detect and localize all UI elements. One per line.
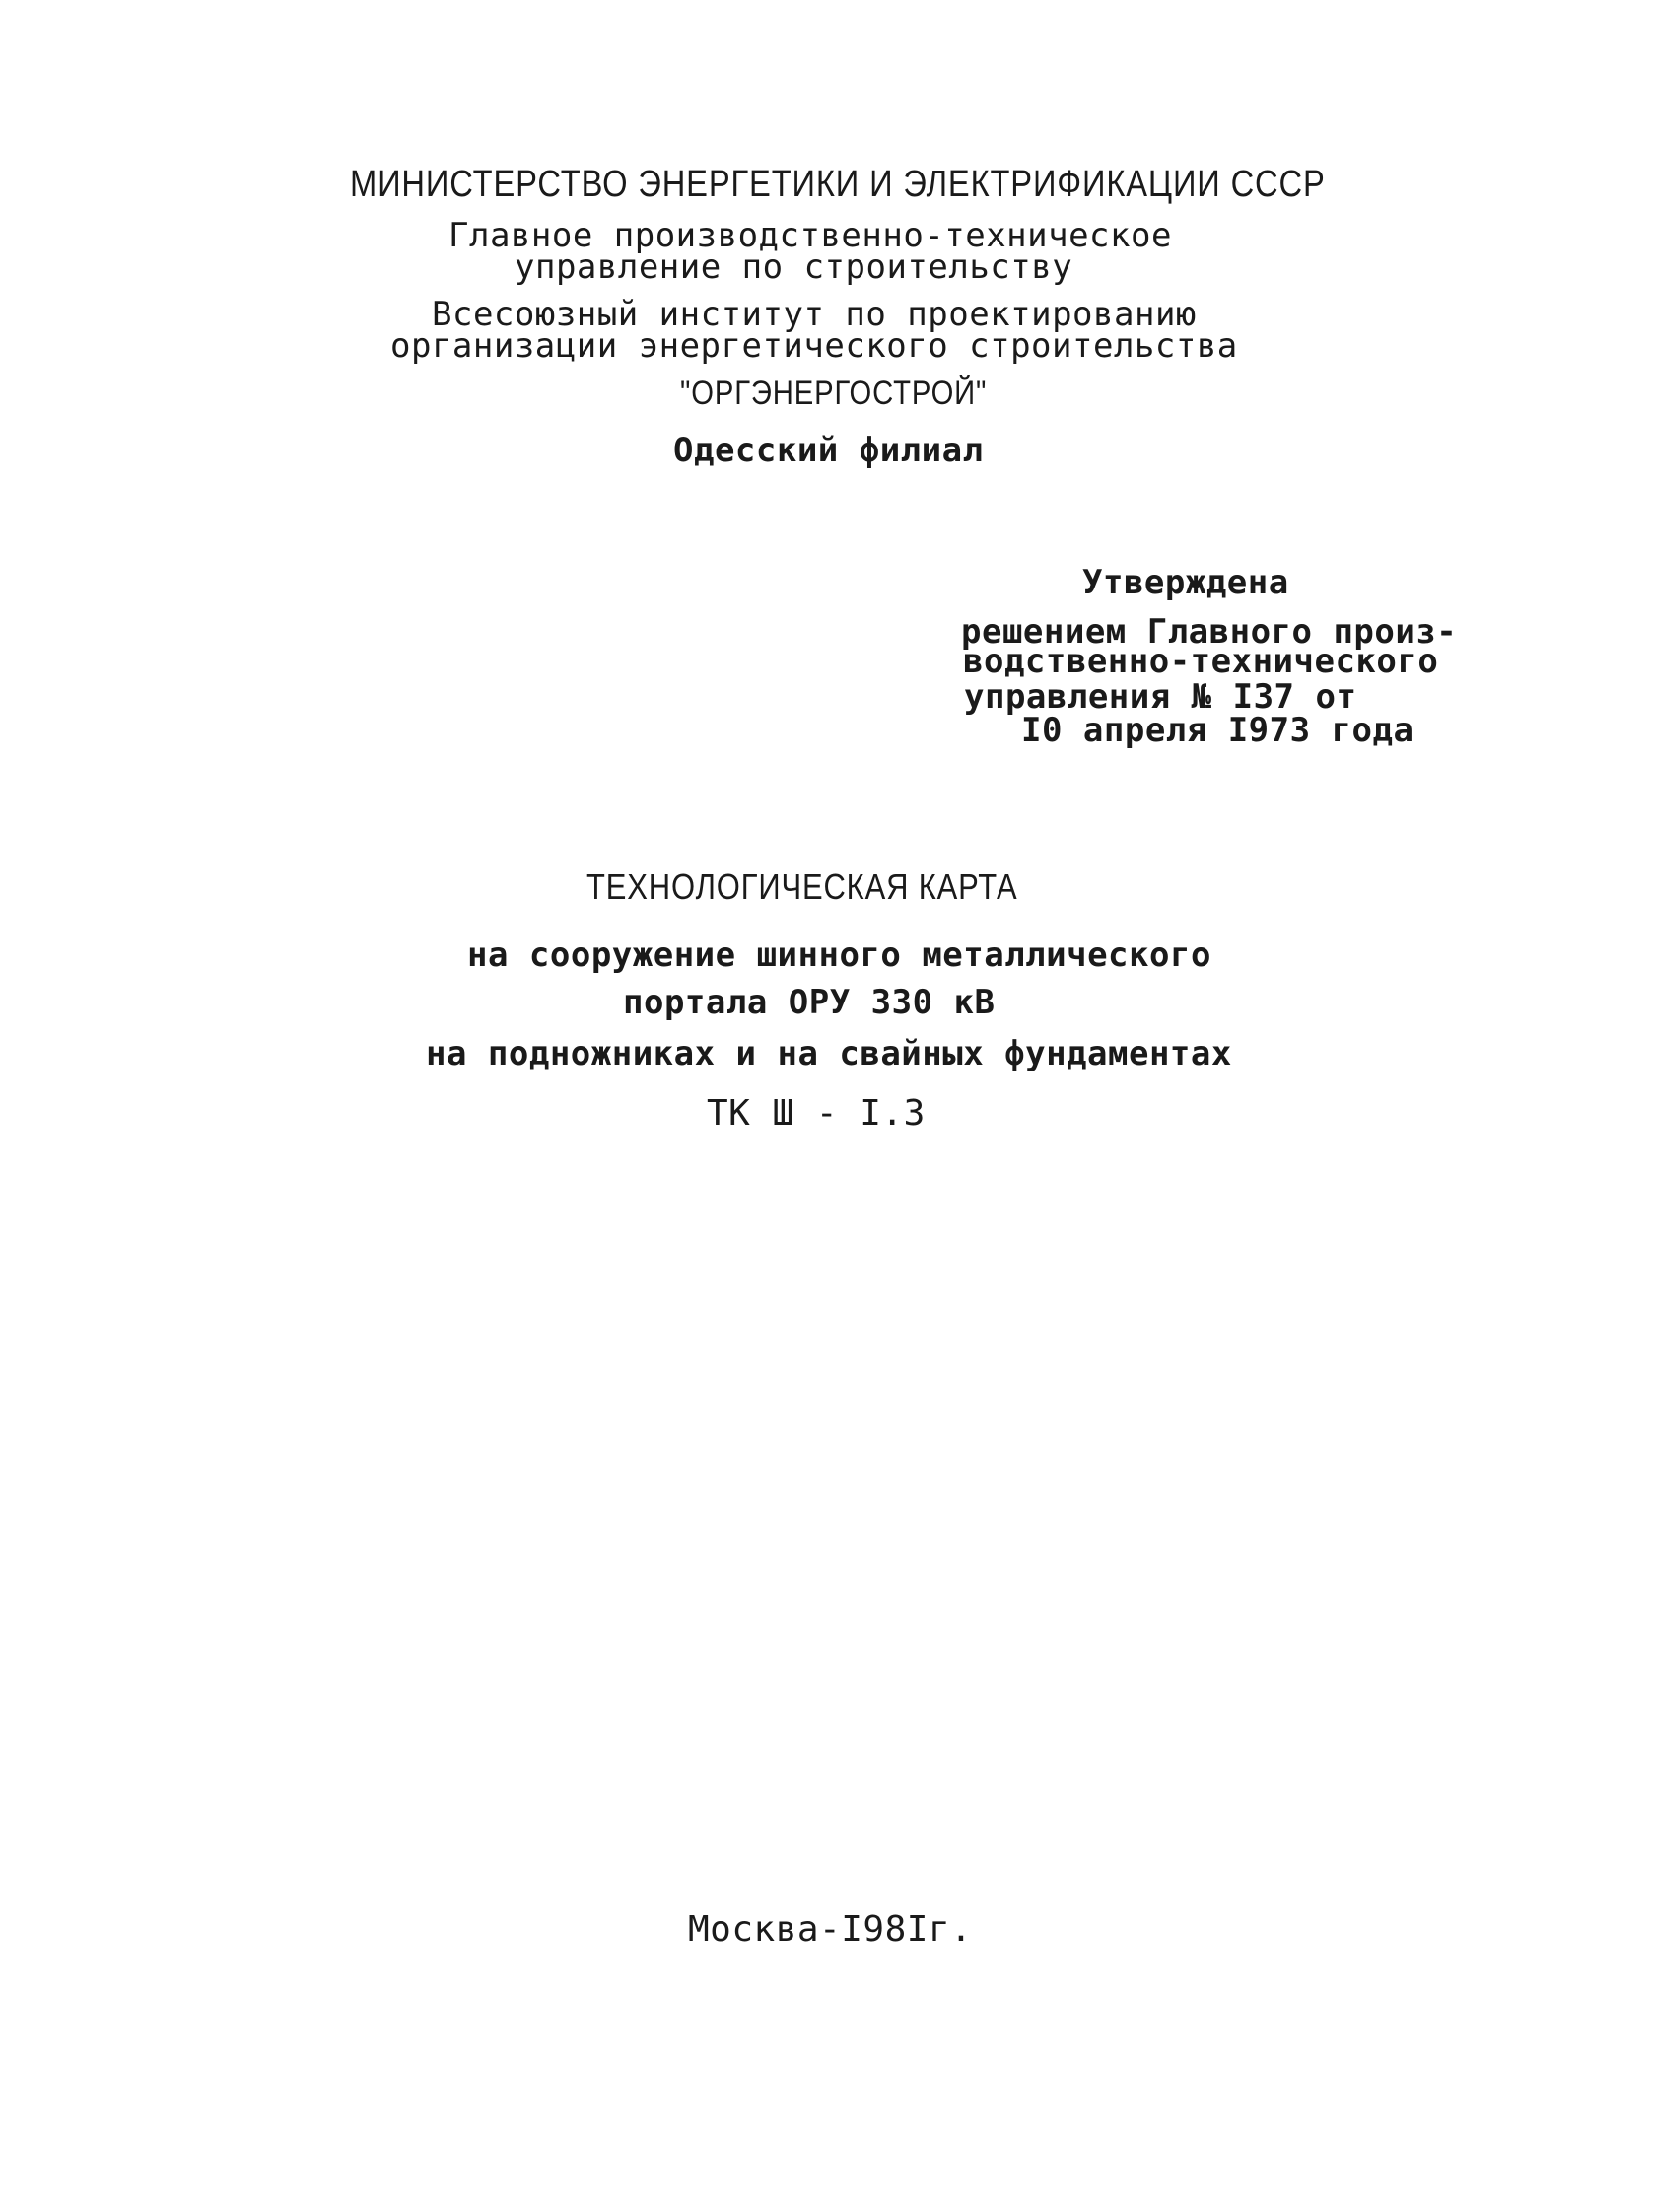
document-subtitle-line-1: на сооружение шинного металлического	[467, 935, 1211, 975]
institute-line-2: организации энергетического строительства	[390, 326, 1238, 366]
directorate-line-2: управление по строительству	[515, 247, 1073, 287]
document-subtitle-line-2: портала ОРУ 330 кВ	[623, 983, 996, 1022]
document-code: ТК Ш - I.3	[707, 1093, 926, 1134]
directorate-line-1: Главное производственно-техническое	[448, 216, 1172, 255]
city-year: Москва-I98Iг.	[688, 1909, 973, 1950]
approval-line-3: управления № I37 от	[964, 677, 1357, 717]
approval-line-4: I0 апреля I973 года	[1021, 711, 1414, 750]
institute-name: "ОРГЭНЕРГОСТРОЙ"	[680, 375, 988, 412]
document-subtitle-line-3: на подножниках и на свайных фундаментах	[426, 1034, 1232, 1073]
approval-line-2: водственно-технического	[963, 642, 1439, 681]
document-title: ТЕХНОЛОГИЧЕСКАЯ КАРТА	[586, 866, 1018, 907]
institute-line-1: Всесоюзный институт по проектированию	[432, 295, 1197, 334]
approval-title: Утверждена	[1082, 563, 1289, 602]
approval-line-1: решением Главного произ-	[961, 612, 1458, 652]
ministry-name: МИНИСТЕРСТВО ЭНЕРГЕТИКИ И ЭЛЕКТРИФИКАЦИИ СССР	[350, 164, 1326, 205]
branch-name: Одесский филиал	[673, 431, 984, 470]
